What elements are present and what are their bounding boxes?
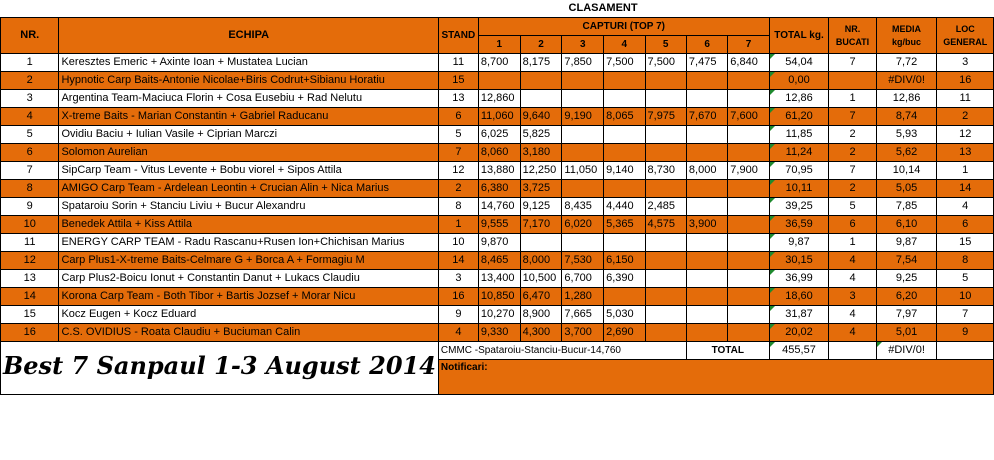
nr-bucati: 5 — [829, 198, 876, 216]
capture-value — [728, 324, 769, 342]
capture-value — [686, 90, 727, 108]
capture-value — [604, 126, 645, 144]
capture-value: 14,760 — [478, 198, 520, 216]
capture-value — [728, 234, 769, 252]
capture-value: 7,475 — [686, 54, 727, 72]
capture-value: 12,250 — [520, 162, 562, 180]
stand-value: 6 — [438, 108, 478, 126]
capture-value — [728, 180, 769, 198]
media-value: 6,20 — [876, 288, 937, 306]
capture-value — [604, 144, 645, 162]
nr-bucati: 4 — [829, 306, 876, 324]
stand-value: 16 — [438, 288, 478, 306]
stand-value: 5 — [438, 126, 478, 144]
media-value: #DIV/0! — [876, 72, 937, 90]
capture-value — [728, 252, 769, 270]
capture-value — [728, 90, 769, 108]
capture-value: 8,465 — [478, 252, 520, 270]
capture-value — [604, 72, 645, 90]
team-name: Benedek Attila + Kiss Attila — [59, 216, 438, 234]
capture-value — [686, 270, 727, 288]
row-nr: 6 — [1, 144, 59, 162]
nr-bucati: 1 — [829, 90, 876, 108]
total-kg: 0,00 — [769, 72, 829, 90]
capture-value — [645, 90, 686, 108]
capture-value: 8,000 — [686, 162, 727, 180]
team-name: Korona Carp Team - Both Tibor + Bartis Jozsef + Morar Nicu — [59, 288, 438, 306]
capture-value: 7,850 — [562, 54, 604, 72]
nr-bucati: 1 — [829, 234, 876, 252]
header-nr-bucati: NR. BUCATI — [829, 18, 876, 54]
capture-value: 10,850 — [478, 288, 520, 306]
media-value: 5,05 — [876, 180, 937, 198]
capture-value — [645, 126, 686, 144]
table-row — [1, 108, 994, 126]
nr-bucati: 7 — [829, 162, 876, 180]
capture-value: 8,065 — [604, 108, 645, 126]
capture-value — [562, 90, 604, 108]
stand-value: 11 — [438, 54, 478, 72]
capture-value: 4,300 — [520, 324, 562, 342]
media-value: 9,25 — [876, 270, 937, 288]
capture-value: 8,435 — [562, 198, 604, 216]
capture-value: 7,670 — [686, 108, 727, 126]
media-value: 9,87 — [876, 234, 937, 252]
capture-value — [728, 198, 769, 216]
table-row — [1, 234, 994, 252]
capture-value — [604, 180, 645, 198]
capture-value — [645, 288, 686, 306]
loc-general: 1 — [937, 162, 994, 180]
total-kg: 70,95 — [769, 162, 829, 180]
footer-media-value: #DIV/0! — [876, 342, 937, 360]
media-value: 6,10 — [876, 216, 937, 234]
capture-value: 2,485 — [645, 198, 686, 216]
row-nr: 16 — [1, 324, 59, 342]
total-kg: 20,02 — [769, 324, 829, 342]
nr-bucati: 2 — [829, 126, 876, 144]
team-name: Solomon Aurelian — [59, 144, 438, 162]
event-title-cell — [1, 342, 439, 395]
capture-value — [686, 234, 727, 252]
capture-value: 4,575 — [645, 216, 686, 234]
capture-value: 7,600 — [728, 108, 769, 126]
capture-value — [645, 234, 686, 252]
table-row — [1, 198, 994, 216]
row-nr: 5 — [1, 126, 59, 144]
capture-value — [728, 270, 769, 288]
capture-value: 7,170 — [520, 216, 562, 234]
total-kg: 36,99 — [769, 270, 829, 288]
capture-value: 9,555 — [478, 216, 520, 234]
loc-general: 10 — [937, 288, 994, 306]
header-stand: STAND — [438, 18, 478, 54]
capture-value — [604, 90, 645, 108]
footer-total-label: TOTAL — [686, 342, 769, 360]
loc-general: 8 — [937, 252, 994, 270]
nr-bucati — [829, 72, 876, 90]
row-nr: 7 — [1, 162, 59, 180]
capture-value — [728, 288, 769, 306]
capture-value: 3,725 — [520, 180, 562, 198]
media-value: 7,54 — [876, 252, 937, 270]
capture-value: 6,840 — [728, 54, 769, 72]
media-value: 7,72 — [876, 54, 937, 72]
capture-value — [645, 144, 686, 162]
loc-general: 9 — [937, 324, 994, 342]
loc-general: 7 — [937, 306, 994, 324]
nr-bucati: 4 — [829, 270, 876, 288]
capture-value: 8,700 — [478, 54, 520, 72]
total-kg: 54,04 — [769, 54, 829, 72]
capture-value: 6,700 — [562, 270, 604, 288]
capture-value: 6,470 — [520, 288, 562, 306]
capture-value — [728, 144, 769, 162]
capture-value — [686, 288, 727, 306]
team-name: Kocz Eugen + Kocz Eduard — [59, 306, 438, 324]
capture-value: 9,870 — [478, 234, 520, 252]
capture-value: 11,050 — [562, 162, 604, 180]
total-kg: 11,24 — [769, 144, 829, 162]
media-value: 10,14 — [876, 162, 937, 180]
header-loc: LOC GENERAL — [937, 18, 994, 54]
loc-general: 12 — [937, 126, 994, 144]
cmmc-cell: CMMC -Spataroiu-Stanciu-Bucur-14,760 — [438, 342, 686, 360]
total-kg: 61,20 — [769, 108, 829, 126]
table-row — [1, 324, 994, 342]
capture-col-header: 3 — [562, 36, 604, 54]
loc-general: 6 — [937, 216, 994, 234]
total-kg: 10,11 — [769, 180, 829, 198]
stand-value: 2 — [438, 180, 478, 198]
total-kg: 18,60 — [769, 288, 829, 306]
stand-value: 3 — [438, 270, 478, 288]
row-nr: 10 — [1, 216, 59, 234]
capture-value — [645, 72, 686, 90]
row-nr: 3 — [1, 90, 59, 108]
capture-value: 9,125 — [520, 198, 562, 216]
capture-col-header: 1 — [478, 36, 520, 54]
capture-value: 6,380 — [478, 180, 520, 198]
capture-value: 3,900 — [686, 216, 727, 234]
nr-bucati: 2 — [829, 144, 876, 162]
capture-value — [478, 72, 520, 90]
capture-value: 9,330 — [478, 324, 520, 342]
loc-general: 3 — [937, 54, 994, 72]
capture-value — [562, 72, 604, 90]
capture-value — [604, 288, 645, 306]
loc-general: 11 — [937, 90, 994, 108]
total-kg: 30,15 — [769, 252, 829, 270]
table-row — [1, 288, 994, 306]
capture-value — [686, 144, 727, 162]
capture-value: 8,175 — [520, 54, 562, 72]
capture-value — [686, 252, 727, 270]
capture-col-header: 5 — [645, 36, 686, 54]
capture-value — [562, 144, 604, 162]
stand-value: 13 — [438, 90, 478, 108]
capture-value — [728, 72, 769, 90]
capture-value: 7,665 — [562, 306, 604, 324]
team-name: Carp Plus2-Boicu Ionut + Constantin Danut + Lukacs Claudiu — [59, 270, 438, 288]
capture-col-header: 4 — [604, 36, 645, 54]
capture-value: 6,390 — [604, 270, 645, 288]
stand-value: 15 — [438, 72, 478, 90]
capture-value — [645, 252, 686, 270]
media-value: 5,93 — [876, 126, 937, 144]
capture-value — [520, 72, 562, 90]
capture-value: 7,975 — [645, 108, 686, 126]
capture-value: 8,730 — [645, 162, 686, 180]
capture-value — [562, 180, 604, 198]
total-kg: 31,87 — [769, 306, 829, 324]
media-value: 5,01 — [876, 324, 937, 342]
total-kg: 9,87 — [769, 234, 829, 252]
nr-bucati: 3 — [829, 288, 876, 306]
row-nr: 9 — [1, 198, 59, 216]
capture-col-header: 6 — [686, 36, 727, 54]
stand-value: 12 — [438, 162, 478, 180]
capture-value: 8,000 — [520, 252, 562, 270]
loc-general: 13 — [937, 144, 994, 162]
capture-value — [604, 234, 645, 252]
capture-value — [686, 72, 727, 90]
capture-value: 3,700 — [562, 324, 604, 342]
clasament-title: CLASAMENT — [568, 2, 638, 14]
team-name: ENERGY CARP TEAM - Radu Rascanu+Rusen Ion+Chichisan Marius — [59, 234, 438, 252]
capture-value — [686, 198, 727, 216]
team-name: C.S. OVIDIUS - Roata Claudiu + Buciuman Calin — [59, 324, 438, 342]
team-name: Keresztes Emeric + Axinte Ioan + Mustatea Lucian — [59, 54, 438, 72]
capture-value — [686, 126, 727, 144]
team-name: Ovidiu Baciu + Iulian Vasile + Ciprian Marczi — [59, 126, 438, 144]
capture-value: 8,900 — [520, 306, 562, 324]
event-title: Best 7 Sanpaul 1-3 August 2014 — [3, 350, 436, 380]
row-nr: 13 — [1, 270, 59, 288]
capture-value: 12,860 — [478, 90, 520, 108]
capture-value — [686, 180, 727, 198]
table-row — [1, 126, 994, 144]
capture-value: 7,900 — [728, 162, 769, 180]
nr-bucati: 7 — [829, 108, 876, 126]
capture-value: 2,690 — [604, 324, 645, 342]
stand-value: 14 — [438, 252, 478, 270]
nr-bucati: 4 — [829, 324, 876, 342]
capture-value: 8,060 — [478, 144, 520, 162]
table-row — [1, 90, 994, 108]
stand-value: 10 — [438, 234, 478, 252]
nr-bucati: 4 — [829, 252, 876, 270]
table-row — [1, 72, 994, 90]
stand-value: 8 — [438, 198, 478, 216]
capture-value: 6,150 — [604, 252, 645, 270]
capture-value: 9,640 — [520, 108, 562, 126]
capture-value — [520, 234, 562, 252]
table-row — [1, 252, 994, 270]
loc-general: 4 — [937, 198, 994, 216]
capture-value: 7,500 — [604, 54, 645, 72]
capture-value: 9,140 — [604, 162, 645, 180]
capture-value — [562, 234, 604, 252]
team-name: Carp Plus1-X-treme Baits-Celmare G + Borca A + Formagiu M — [59, 252, 438, 270]
notificari-cell: Notificari: — [438, 360, 993, 395]
total-kg: 39,25 — [769, 198, 829, 216]
team-name: Argentina Team-Maciuca Florin + Cosa Eusebiu + Rad Nelutu — [59, 90, 438, 108]
row-nr: 15 — [1, 306, 59, 324]
capture-value — [728, 306, 769, 324]
table-row — [1, 144, 994, 162]
loc-general: 2 — [937, 108, 994, 126]
capture-value — [686, 324, 727, 342]
capture-value — [728, 216, 769, 234]
capture-value — [645, 180, 686, 198]
capture-value: 11,060 — [478, 108, 520, 126]
nr-bucati: 2 — [829, 180, 876, 198]
media-value: 7,97 — [876, 306, 937, 324]
capture-value — [645, 306, 686, 324]
media-value: 12,86 — [876, 90, 937, 108]
table-row — [1, 270, 994, 288]
loc-general: 15 — [937, 234, 994, 252]
table-row — [1, 180, 994, 198]
table-row — [1, 162, 994, 180]
stand-value: 4 — [438, 324, 478, 342]
capture-value: 1,280 — [562, 288, 604, 306]
capture-value: 7,500 — [645, 54, 686, 72]
loc-general: 14 — [937, 180, 994, 198]
stand-value: 9 — [438, 306, 478, 324]
capture-value — [562, 126, 604, 144]
row-nr: 4 — [1, 108, 59, 126]
media-value: 7,85 — [876, 198, 937, 216]
row-nr: 14 — [1, 288, 59, 306]
capture-value: 9,190 — [562, 108, 604, 126]
loc-general: 5 — [937, 270, 994, 288]
media-value: 8,74 — [876, 108, 937, 126]
row-nr: 11 — [1, 234, 59, 252]
capture-value: 6,025 — [478, 126, 520, 144]
stand-value: 7 — [438, 144, 478, 162]
team-name: Hypnotic Carp Baits-Antonie Nicolae+Biris Codrut+Sibianu Horatiu — [59, 72, 438, 90]
total-kg: 11,85 — [769, 126, 829, 144]
row-nr: 1 — [1, 54, 59, 72]
nr-bucati: 7 — [829, 54, 876, 72]
capture-value — [645, 270, 686, 288]
table-row — [1, 54, 994, 72]
capture-value — [686, 306, 727, 324]
team-name: Spataroiu Sorin + Stanciu Liviu + Bucur Alexandru — [59, 198, 438, 216]
header-total: TOTAL kg. — [769, 18, 829, 54]
total-kg: 36,59 — [769, 216, 829, 234]
team-name: X-treme Baits - Marian Constantin + Gabriel Raducanu — [59, 108, 438, 126]
capture-value: 13,880 — [478, 162, 520, 180]
capture-value — [520, 90, 562, 108]
stand-value: 1 — [438, 216, 478, 234]
header-media: MEDIA kg/buc — [876, 18, 937, 54]
total-kg: 12,86 — [769, 90, 829, 108]
footer-empty-cell — [829, 342, 876, 360]
row-nr: 12 — [1, 252, 59, 270]
capture-value — [645, 324, 686, 342]
capture-value: 3,180 — [520, 144, 562, 162]
capture-value: 6,020 — [562, 216, 604, 234]
table-row — [1, 216, 994, 234]
capture-value — [728, 126, 769, 144]
row-nr: 8 — [1, 180, 59, 198]
footer-empty-cell — [937, 342, 994, 360]
capture-value: 4,440 — [604, 198, 645, 216]
capture-col-header: 7 — [728, 36, 769, 54]
header-echipa: ECHIPA — [59, 18, 438, 54]
capture-value: 10,270 — [478, 306, 520, 324]
capture-value: 5,365 — [604, 216, 645, 234]
header-capturi: CAPTURI (TOP 7) — [478, 18, 769, 36]
media-value: 5,62 — [876, 144, 937, 162]
capture-value: 7,530 — [562, 252, 604, 270]
footer-total-value: 455,57 — [769, 342, 829, 360]
team-name: SipCarp Team - Vitus Levente + Bobu viorel + Sipos Attila — [59, 162, 438, 180]
header-nr: NR. — [1, 18, 59, 54]
table-row — [1, 306, 994, 324]
capture-value: 10,500 — [520, 270, 562, 288]
capture-col-header: 2 — [520, 36, 562, 54]
nr-bucati: 6 — [829, 216, 876, 234]
loc-general: 16 — [937, 72, 994, 90]
row-nr: 2 — [1, 72, 59, 90]
capture-value: 5,030 — [604, 306, 645, 324]
capture-value: 5,825 — [520, 126, 562, 144]
team-name: AMIGO Carp Team - Ardelean Leontin + Crucian Alin + Nica Marius — [59, 180, 438, 198]
capture-value: 13,400 — [478, 270, 520, 288]
